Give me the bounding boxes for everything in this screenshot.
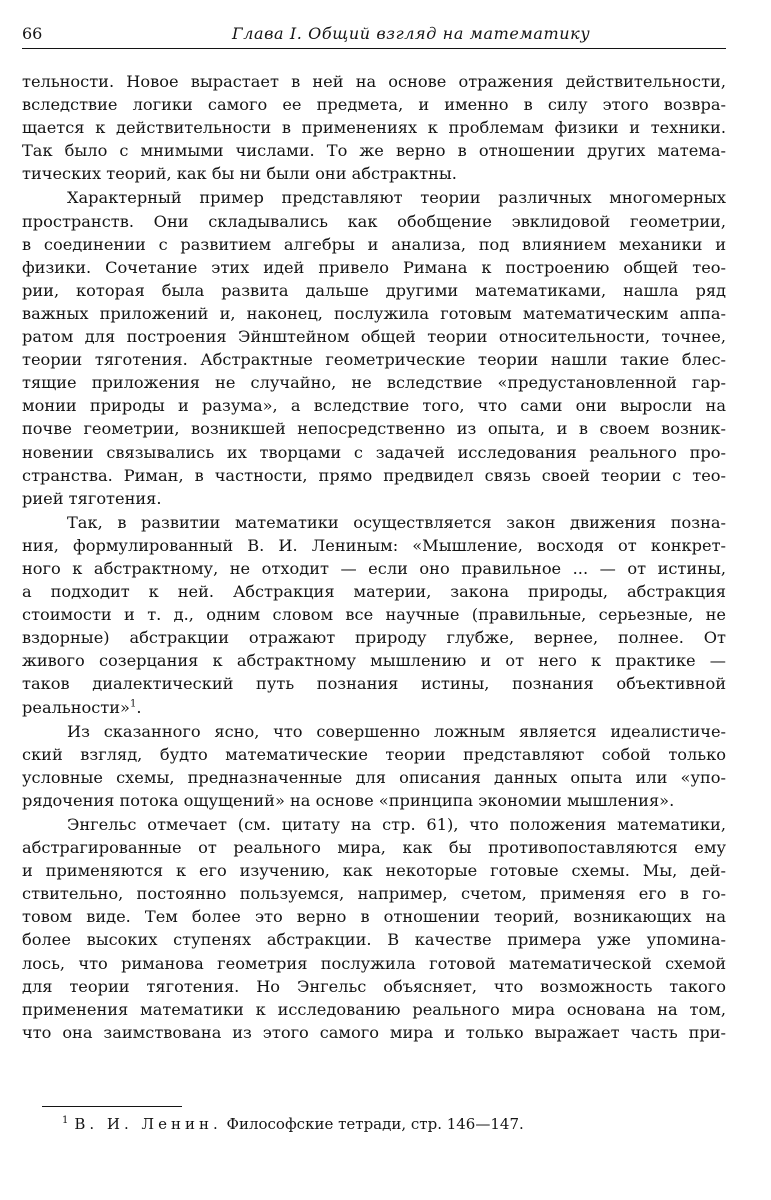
paragraph-3 <box>22 511 726 719</box>
text-line: рии, которая была развита дальше другими математиками, нашла ряд <box>22 280 726 300</box>
text-line: ский взгляд, будто математические теории представляют собой только <box>22 744 726 764</box>
page-number: 66 <box>22 24 43 43</box>
paragraph-5 <box>22 813 726 1044</box>
footnote-mark: 1 <box>62 1115 69 1126</box>
text-line: тящие приложения не случайно, не вследствие «предустановленной гар- <box>22 373 726 393</box>
text-line: ния, формулированный В. И. Лениным: «Мышление, восходя от конкрет- <box>22 535 726 555</box>
text-line: живого созерцания к абстрактному мышлению и от него к практике — <box>22 651 726 671</box>
footnote-ref: 1 <box>129 698 137 710</box>
text-line: рядочения потока ощущений» на основе «принципа экономии мышления». <box>22 790 675 810</box>
text-line: реальности» <box>22 697 130 717</box>
text-line: стоимости и т. д., одним словом все научные (правильные, серьезные, не <box>22 605 726 625</box>
text-line: лось, что риманова геометрия послужила готовой математической схемой <box>22 953 726 973</box>
text-line: и применяются к его изучению, как некоторые готовые схемы. Мы, дей- <box>22 861 726 881</box>
text-line: щается к действительности в применениях к проблемам физики и техники. <box>22 118 726 138</box>
text-line: важных приложений и, наконец, послужила готовым математическим аппа- <box>22 303 726 323</box>
text-line: рией тяготения. <box>22 488 162 508</box>
text-line: Энгельс отмечает (см. цитату на стр. 61), что положения математики, <box>67 815 726 834</box>
text-line: новении связывались их творцами с задачей исследования реального про- <box>22 442 726 462</box>
text-line: условные схемы, предназначенные для описания данных опыта или «упо- <box>22 767 726 787</box>
text-line: вследствие логики самого ее предмета, и именно в силу этого возвра- <box>22 95 726 115</box>
running-title: Глава I. Общий взгляд на математику <box>232 24 591 43</box>
text-line-with-footnote: реальности»$^1$. <box>22 697 142 717</box>
text-line: более высоких ступенях абстракции. В качестве примера уже упомина- <box>22 930 726 950</box>
text-line: ратом для построения Эйнштейном общей теории относительности, точнее, <box>22 327 726 347</box>
text-line: теории тяготения. Абстрактные геометрические теории нашли такие блес- <box>22 350 726 370</box>
text-line: ного к абстрактному, не отходит — если оно правильное ... — от истины, <box>22 558 726 578</box>
text-line: вздорные) абстракции отражают природу глубже, вернее, полнее. От <box>22 628 726 648</box>
paragraph-2 <box>22 186 726 509</box>
page-header <box>22 22 726 46</box>
text-line: тельности. Новое вырастает в ней на основе отражения действительности, <box>22 72 726 91</box>
footnote <box>62 1114 524 1134</box>
body-text <box>22 70 726 1044</box>
footnote-rule <box>42 1106 182 1107</box>
header-rule <box>22 48 726 49</box>
text-line: физики. Сочетание этих идей привело Римана к построению общей тео- <box>22 257 726 277</box>
footnote-text: Философские тетради, стр. 146—147. <box>226 1115 524 1133</box>
text-line: пространств. Они складывались как обобщение эвклидовой геометрии, <box>22 211 726 231</box>
text-line: абстрагированные от реального мира, как бы противопоставляются ему <box>22 838 726 858</box>
text-line: тических теорий, как бы ни были они абстрактны. <box>22 164 457 184</box>
text-line: что она заимствована из этого самого мира и только выражает часть при- <box>22 1022 726 1042</box>
text-line: товом виде. Тем более это верно в отношении теорий, возникающих на <box>22 907 726 927</box>
text-line: Из сказанного ясно, что совершенно ложным является идеалистиче- <box>67 721 726 741</box>
text-line: для теории тяготения. Но Энгельс объясняет, что возможность такого <box>22 976 726 996</box>
text-line: а подходит к ней. Абстракция материи, закона природы, абстракция <box>22 582 726 602</box>
paragraph-1 <box>22 70 726 185</box>
footnote-author: В. И. Ленин. <box>74 1115 222 1133</box>
text-line: Характерный пример представляют теории различных многомерных <box>67 188 726 208</box>
text-line: таков диалектический путь познания истины, познания объективной <box>22 674 726 694</box>
text-line: Так, в развитии математики осуществляется закон движения позна- <box>67 512 726 532</box>
text-line: Так было с мнимыми числами. То же верно в отношении других матема- <box>22 141 726 161</box>
text-line: ствительно, постоянно пользуемся, например, счетом, применяя его в го- <box>22 884 726 904</box>
text-line: почве геометрии, возникшей непосредственно из опыта, и в своем возник- <box>22 419 726 439</box>
paragraph-4 <box>22 720 726 812</box>
text-line: применения математики к исследованию реального мира основана на том, <box>22 999 726 1019</box>
text-line: монии природы и разума», а вследствие того, что сами они выросли на <box>22 396 726 416</box>
text-line: странства. Риман, в частности, прямо предвидел связь своей теории с тео- <box>22 465 726 485</box>
text-line: в соединении с развитием алгебры и анализа, под влиянием механики и <box>22 234 726 254</box>
